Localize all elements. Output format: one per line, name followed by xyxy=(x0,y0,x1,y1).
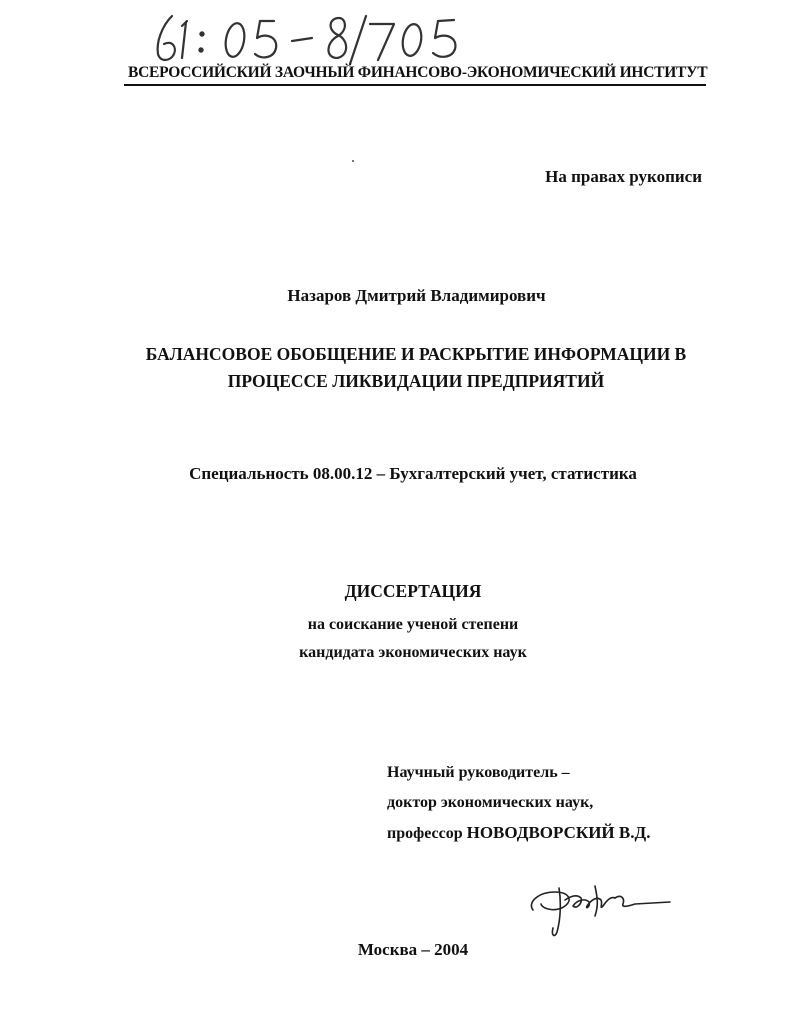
thesis-title-line: БАЛАНСОВОЕ ОБОБЩЕНИЕ И РАСКРЫТИЕ ИНФОРМАЦИИ В xyxy=(145,344,687,364)
supervisor-block xyxy=(387,758,650,849)
header-divider xyxy=(124,84,706,86)
supervisor-role: Научный руководитель – xyxy=(387,764,570,781)
supervisor-title: профессор xyxy=(387,825,463,842)
work-type-heading: ДИССЕРТАЦИЯ xyxy=(344,581,482,601)
specialty-line: Специальность 08.00.12 – Бухгалтерский учет, статистика xyxy=(189,464,637,483)
supervisor-name-line xyxy=(387,818,650,849)
supervisor-name: НОВОДВОРСКИЙ В.Д. xyxy=(466,823,651,842)
degree-line: кандидата экономических наук xyxy=(299,644,527,661)
supervisor-degree: доктор экономических наук, xyxy=(387,794,594,811)
supervisor-signature xyxy=(525,870,675,940)
author-name: Назаров Дмитрий Владимирович xyxy=(287,286,546,305)
degree-line: на соискание ученой степени xyxy=(307,616,519,633)
manuscript-rights-note: На правах рукописи xyxy=(545,167,702,186)
degree-description xyxy=(0,611,793,667)
scan-speck xyxy=(352,160,354,162)
institute-name: ВСЕРОССИЙСКИЙ ЗАОЧНЫЙ ФИНАНСОВО-ЭКОНОМИЧЕСКИЙ ИНСТИТУТ xyxy=(128,64,708,81)
thesis-title xyxy=(96,341,736,395)
archive-number-handwriting xyxy=(152,8,482,68)
place-and-year: Москва – 2004 xyxy=(357,940,469,959)
thesis-title-line: ПРОЦЕССЕ ЛИКВИДАЦИИ ПРЕДПРИЯТИЙ xyxy=(227,371,605,391)
